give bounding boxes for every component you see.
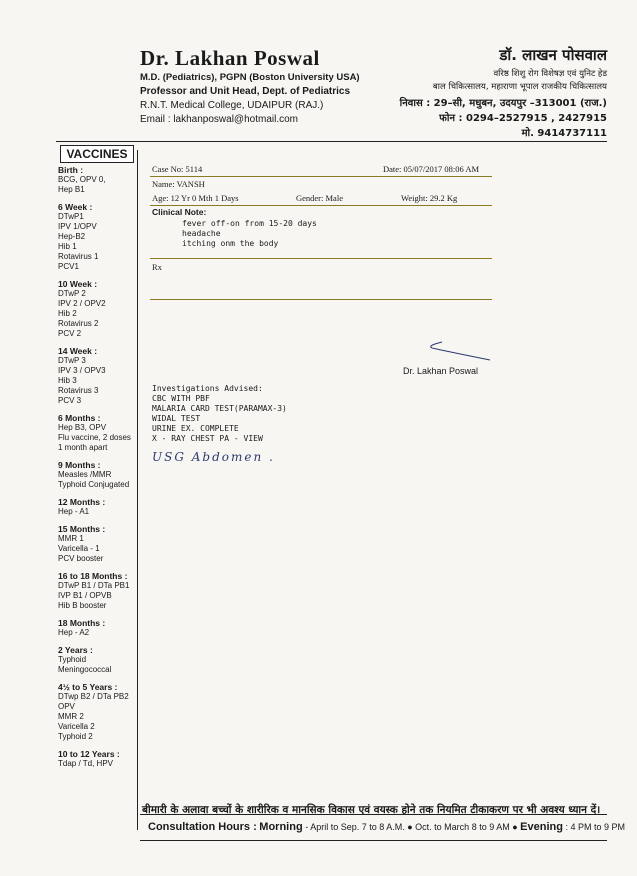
vaccine-item: Hib 1 (58, 242, 77, 251)
clinical-note-line: headache (182, 229, 221, 238)
morning-hours: - April to Sep. 7 to 8 A.M. ● Oct. to March 8 to 9 AM ● (302, 822, 521, 832)
vaccine-item: Rotavirus 3 (58, 386, 99, 395)
hours-label: Consultation Hours : (148, 821, 257, 833)
vaccine-group (58, 645, 138, 675)
vaccine-item: BCG, OPV 0, (58, 175, 106, 184)
investigation-item: URINE EX. COMPLETE (152, 424, 239, 433)
mobile-hindi: मो. 9414737111 (521, 128, 607, 139)
visit-date: Date: 05/07/2017 08:06 AM (383, 164, 480, 174)
vaccine-group (58, 618, 138, 638)
vaccine-group (58, 749, 138, 769)
vaccine-item: Typhoid Conjugated (58, 480, 130, 489)
vaccine-item: PCV 2 (58, 329, 82, 338)
morning-label: Morning (259, 821, 303, 833)
vaccine-item: Rotavirus 2 (58, 319, 99, 328)
email: Email : lakhanposwal@hotmail.com (140, 114, 298, 125)
vaccine-group (58, 413, 138, 453)
rx-label: Rx (152, 262, 162, 272)
vaccine-item: IPV 2 / OPV2 (58, 299, 106, 308)
investigation-item: WIDAL TEST (152, 414, 201, 423)
vaccine-group-title: 10 to 12 Years : (58, 749, 120, 759)
signature-name: Dr. Lakhan Poswal (403, 366, 479, 376)
vaccine-item: DTwP1 (58, 212, 84, 221)
investigation-item: MALARIA CARD TEST(PARAMAX-3) (152, 404, 287, 413)
vaccine-item: Varicella 2 (58, 722, 95, 731)
vaccine-item: Varicella - 1 (58, 544, 100, 553)
vaccine-item: Hib 2 (58, 309, 77, 318)
clinical-note-line: fever off-on from 15-20 days (182, 219, 317, 228)
vaccine-group-title: 18 Months : (58, 618, 106, 628)
doctor-name-hindi: डॉ. लाखन पोसवाल (499, 46, 607, 64)
vaccine-item: Hep B3, OPV (58, 423, 107, 432)
vaccine-item: Typhoid (58, 655, 87, 664)
vaccine-item: Hib B booster (58, 601, 107, 610)
handwritten-note: USG Abdomen . (152, 450, 275, 464)
divider (150, 205, 492, 206)
vaccine-item: Hep - A1 (58, 507, 90, 516)
patient-gender: Gender: Male (296, 193, 343, 203)
vaccine-group-title: 12 Months : (58, 497, 106, 507)
vaccine-item: PCV 3 (58, 396, 82, 405)
case-number: Case No: 5114 (152, 164, 203, 174)
clinical-note-label: Clinical Note: (152, 207, 207, 217)
consultation-hours (148, 821, 625, 833)
vaccine-group-title: 4½ to 5 Years : (58, 682, 118, 692)
vaccine-item: DTwP 3 (58, 356, 86, 365)
vaccine-group-title: 14 Week : (58, 346, 98, 356)
footer-bottom-rule (140, 840, 607, 841)
vaccines-title: VACCINES (60, 145, 134, 163)
designation: Professor and Unit Head, Dept. of Pediatrics (140, 86, 351, 97)
vaccine-group-title: 16 to 18 Months : (58, 571, 128, 581)
phone-hindi: फोन : 0294–2527915 , 2427915 (439, 113, 607, 124)
vaccine-group (58, 202, 138, 272)
evening-label: Evening (520, 821, 563, 833)
vaccine-item: Typhoid 2 (58, 732, 93, 741)
divider (150, 176, 492, 177)
vaccine-group-title: 15 Months : (58, 524, 106, 534)
vaccine-group (58, 165, 138, 195)
vaccine-item: Hep - A2 (58, 628, 90, 637)
patient-weight: Weight: 29.2 Kg (401, 193, 458, 203)
vaccine-group (58, 346, 138, 406)
vaccine-group (58, 571, 138, 611)
clinical-note-line: itching onm the body (182, 239, 279, 248)
footer-rule (140, 814, 607, 815)
vaccine-item: Meningococcal (58, 665, 112, 674)
patient-age: Age: 12 Yr 0 Mth 1 Days (152, 193, 239, 203)
vaccine-item: IVP B1 / OPVB (58, 591, 112, 600)
vaccine-item: Hep-B2 (58, 232, 86, 241)
vaccine-item: Measles /MMR (58, 470, 112, 479)
vaccine-item: DTwP B1 / DTa PB1 (58, 581, 130, 590)
vaccine-item: MMR 1 (58, 534, 84, 543)
patient-name: Name: VANSH (152, 179, 205, 189)
vaccine-group-title: 6 Months : (58, 413, 101, 423)
vaccine-item: IPV 1/OPV (58, 222, 97, 231)
vaccine-group-title: Birth : (58, 165, 84, 175)
vaccine-group-title: 2 Years : (58, 645, 93, 655)
investigations-label: Investigations Advised: (152, 384, 263, 393)
college: R.N.T. Medical College, UDAIPUR (RAJ.) (140, 100, 324, 111)
vaccine-item: IPV 3 / OPV3 (58, 366, 106, 375)
signature (420, 330, 495, 365)
clinical-notes (182, 219, 317, 249)
footer-note-hindi: बीमारी के अलावा बच्चों के शारीरिक व मानसिक विकास एवं वयस्क होने तक नियमित टीकाकरण पर भी अवश्य ध्यान दें। (142, 804, 601, 816)
vaccine-group (58, 460, 138, 490)
vaccine-schedule (58, 165, 138, 776)
vaccine-item: Rotavirus 1 (58, 252, 99, 261)
vaccine-group-title: 6 Week : (58, 202, 93, 212)
address-hindi: निवास : 29–सी, मधुबन, उदयपुर –313001 (राज.) (399, 98, 607, 109)
evening-hours: : 4 PM to 9 PM (562, 822, 625, 832)
header-rule (56, 141, 607, 142)
divider (150, 258, 492, 259)
vaccine-group-title: 9 Months : (58, 460, 101, 470)
vaccine-item: 1 month apart (58, 443, 108, 452)
hospital-hindi: बाल चिकित्सालय, महाराणा भूपाल राजकीय चिकित्सालय (432, 82, 607, 92)
qualifications: M.D. (Pediatrics), PGPN (Boston University USA) (140, 72, 360, 83)
vaccine-group (58, 279, 138, 339)
divider (150, 299, 492, 300)
investigation-item: X - RAY CHEST PA - VIEW (152, 434, 263, 443)
vaccine-item: Tdap / Td, HPV (58, 759, 113, 768)
investigation-item: CBC WITH PBF (152, 394, 210, 403)
vaccine-item: DTwP 2 (58, 289, 86, 298)
vaccine-item: PCV booster (58, 554, 104, 563)
vaccine-group-title: 10 Week : (58, 279, 98, 289)
specialist-hindi: वरिष्ठ शिशु रोग विशेषज्ञ एवं युनिट हेड (493, 69, 607, 79)
vaccine-group (58, 497, 138, 517)
vaccine-group (58, 524, 138, 564)
doctor-name: Dr. Lakhan Poswal (140, 46, 320, 70)
vaccine-item: DTwp B2 / DTa PB2 (58, 692, 129, 701)
vaccine-item: Hib 3 (58, 376, 77, 385)
investigations-list (152, 394, 287, 444)
vaccine-item: MMR 2 (58, 712, 84, 721)
vaccine-item: OPV (58, 702, 75, 711)
vaccine-group (58, 682, 138, 742)
vaccine-item: Hep B1 (58, 185, 85, 194)
vaccine-item: PCV1 (58, 262, 79, 271)
vaccine-item: Flu vaccine, 2 doses (58, 433, 131, 442)
